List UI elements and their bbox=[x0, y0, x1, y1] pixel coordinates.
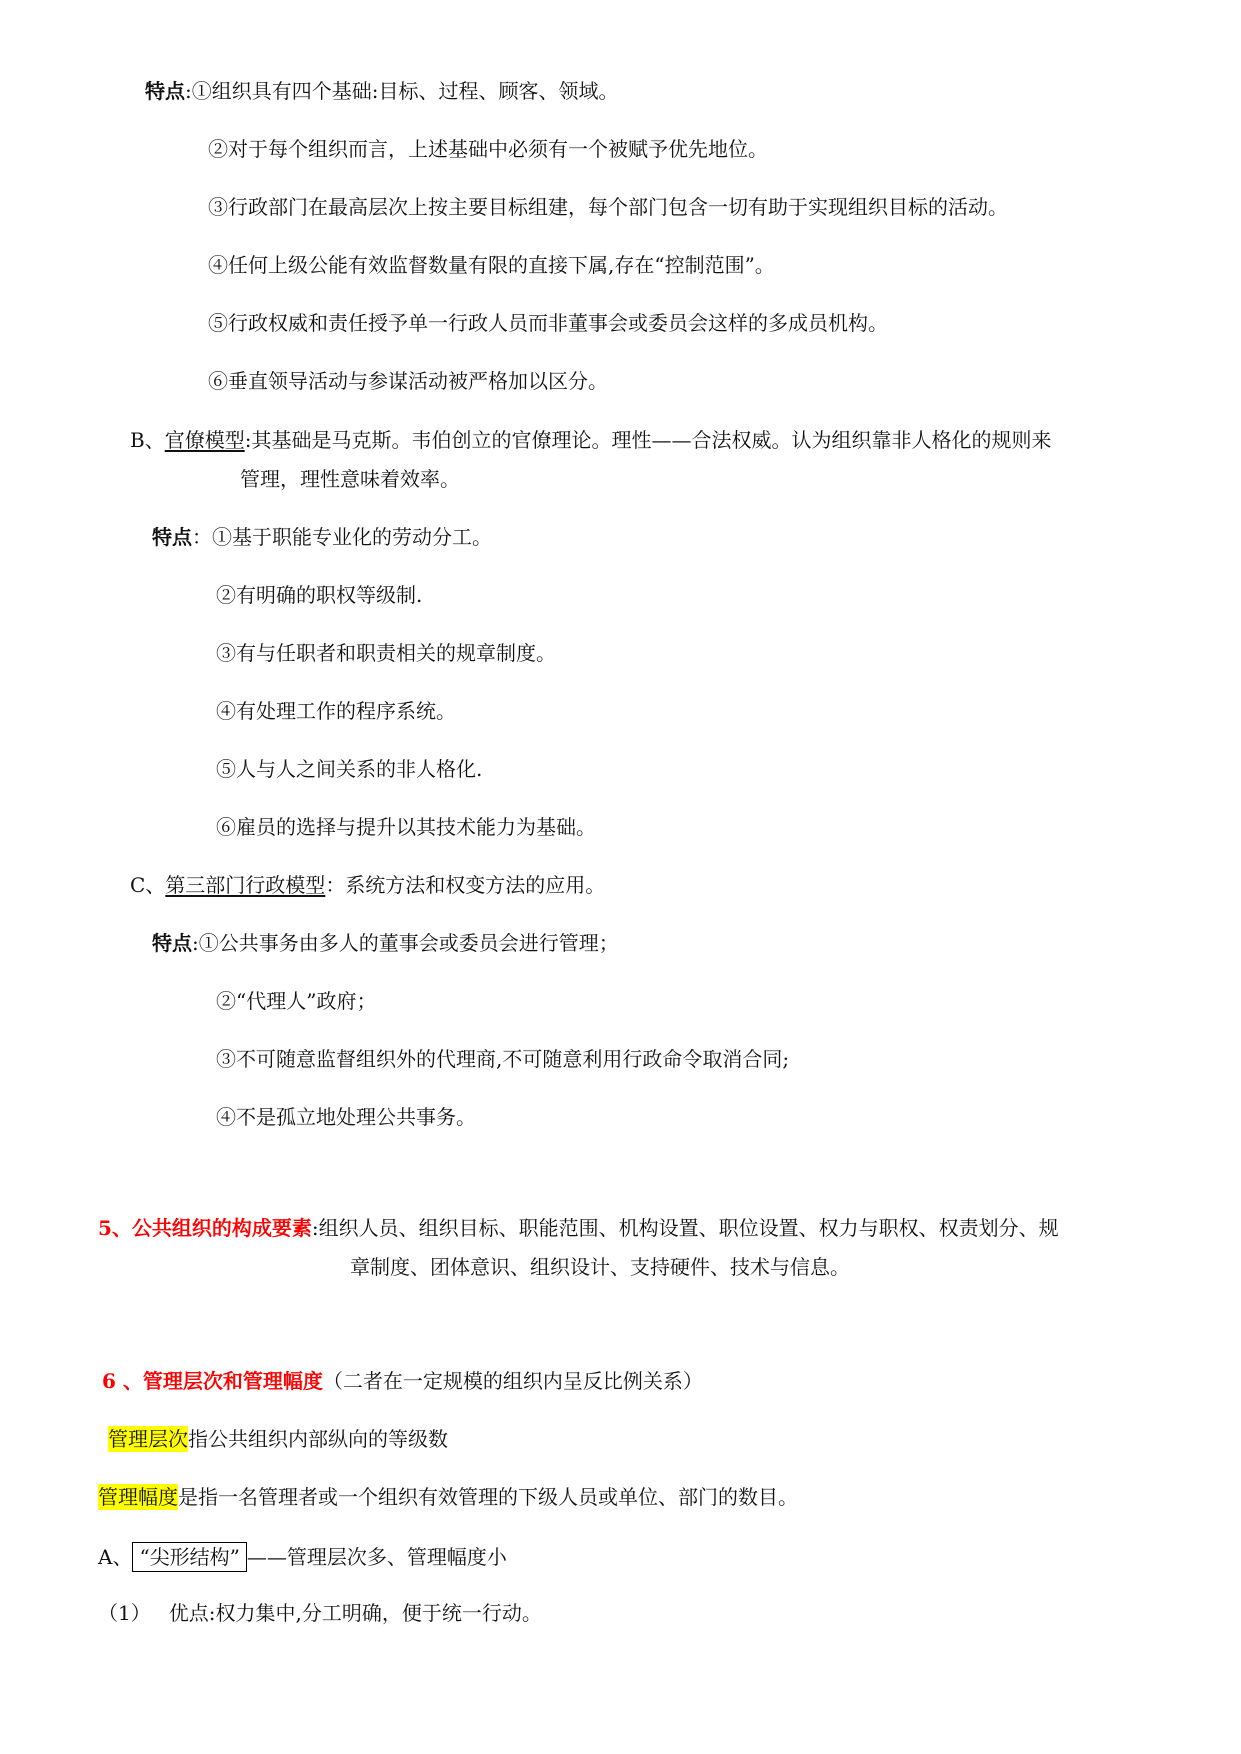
features-colon: ： bbox=[192, 525, 212, 549]
feature-item: ①公共事务由多人的董事会或委员会进行管理； bbox=[198, 931, 619, 955]
section-6-note: （二者在一定规模的组织内呈反比例关系） bbox=[322, 1369, 703, 1393]
structure-a-line bbox=[98, 1542, 507, 1572]
management-layer-def: 指公共组织内部纵向的等级数 bbox=[188, 1427, 448, 1451]
features-line-c1 bbox=[152, 930, 619, 956]
section-5-line1 bbox=[98, 1215, 1059, 1241]
feature-item: ④不是孤立地处理公共事务。 bbox=[216, 1105, 476, 1129]
feature-item: ⑥垂直领导活动与参谋活动被严格加以区分。 bbox=[208, 369, 608, 393]
feature-item: ④有处理工作的程序系统。 bbox=[216, 699, 456, 723]
features-label: 特点 bbox=[152, 931, 192, 955]
management-layer-term: 管理层次 bbox=[108, 1427, 188, 1451]
section-b-desc-line2: 管理，理性意味着效率。 bbox=[240, 467, 460, 491]
section-5-text: 组织人员、组织目标、职能范围、机构设置、职位设置、权力与职权、权责划分、规 bbox=[318, 1216, 1059, 1240]
feature-item: ②有明确的职权等级制. bbox=[216, 583, 423, 607]
feature-item: ⑥雇员的选择与提升以其技术能力为基础。 bbox=[216, 815, 596, 839]
feature-item: ②“代理人”政府； bbox=[216, 989, 377, 1013]
management-span-def: 是指一名管理者或一个组织有效管理的下级人员或单位、部门的数目。 bbox=[178, 1485, 798, 1509]
section-5-line2: 章制度、团体意识、组织设计、支持硬件、技术与信息。 bbox=[350, 1255, 850, 1279]
feature-item: ③行政部门在最高层次上按主要目标组建，每个部门包含一切有助于实现组织目标的活动。 bbox=[208, 195, 1008, 219]
management-span-line bbox=[98, 1484, 798, 1510]
section-b-heading bbox=[130, 427, 1051, 453]
section-6-heading: 6 、管理层次和管理幅度 bbox=[102, 1369, 323, 1393]
section-b-sep: : bbox=[244, 428, 252, 452]
section-c-title: 第三部门行政模型 bbox=[165, 873, 326, 897]
section-c-prefix: C、 bbox=[130, 873, 166, 897]
features-colon: : bbox=[185, 79, 192, 103]
features-line-b1 bbox=[152, 524, 492, 550]
structure-a-term-box: “尖形结构” bbox=[132, 1542, 246, 1572]
feature-item: ①基于职能专业化的劳动分工。 bbox=[212, 525, 492, 549]
feature-item: ③不可随意监督组织外的代理商,不可随意利用行政命令取消合同; bbox=[216, 1047, 790, 1071]
section-c-sep: ： bbox=[325, 873, 346, 897]
feature-item: ⑤行政权威和责任授予单一行政人员而非董事会或委员会这样的多成员机构。 bbox=[208, 311, 888, 335]
feature-item: ③有与任职者和职责相关的规章制度。 bbox=[216, 641, 556, 665]
section-5-heading: 5、公共组织的构成要素 bbox=[98, 1216, 312, 1240]
features-line-a1 bbox=[145, 78, 619, 104]
advantage-number: （1） bbox=[98, 1601, 151, 1625]
section-c-heading bbox=[130, 872, 605, 898]
structure-a-desc: ——管理层次多、管理幅度小 bbox=[246, 1545, 507, 1569]
section-b-title: 官僚模型 bbox=[164, 428, 245, 452]
feature-item: ④任何上级公能有效监督数量有限的直接下属,存在“控制范围”。 bbox=[208, 253, 775, 277]
feature-item: ①组织具有四个基础:目标、过程、顾客、领域。 bbox=[191, 79, 619, 103]
structure-a-prefix: A、 bbox=[98, 1545, 133, 1569]
feature-item: ⑤人与人之间关系的非人格化. bbox=[216, 757, 483, 781]
feature-item: ②对于每个组织而言，上述基础中必须有一个被赋予优先地位。 bbox=[208, 137, 768, 161]
section-b-prefix: B、 bbox=[130, 428, 165, 452]
management-span-term: 管理幅度 bbox=[98, 1485, 178, 1509]
section-c-desc: 系统方法和权变方法的应用。 bbox=[345, 873, 606, 897]
features-colon: : bbox=[192, 931, 199, 955]
section-b-desc: 其基础是马克斯。韦伯创立的官僚理论。理性——合法权威。认为组织靠非人格化的规则来 bbox=[251, 428, 1052, 452]
advantage-line bbox=[98, 1600, 542, 1626]
features-label: 特点 bbox=[145, 79, 185, 103]
management-layer-line bbox=[108, 1426, 448, 1452]
advantage-text: 优点:权力集中,分工明确，便于统一行动。 bbox=[168, 1601, 542, 1625]
features-label: 特点 bbox=[152, 525, 192, 549]
section-6-heading-line bbox=[102, 1368, 703, 1394]
section-5-sep: : bbox=[311, 1216, 319, 1240]
